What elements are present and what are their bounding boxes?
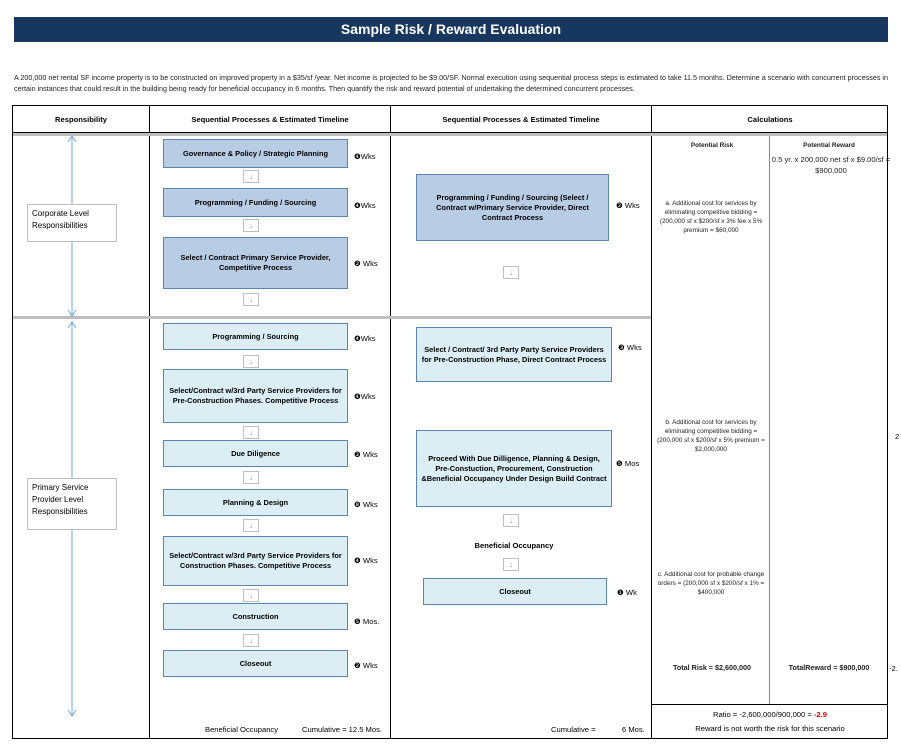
left-step-9: Construction	[163, 603, 348, 630]
right-step-2-duration: ❸ Wks	[618, 343, 642, 352]
down-arrow-icon: ↓	[243, 519, 259, 532]
column-divider	[149, 105, 150, 739]
footer-left-cumulative: Cumulative = 12.5 Mos.	[302, 725, 382, 734]
left-step-6-duration: ❷ Wks	[354, 450, 378, 459]
header-calculations: Calculations	[747, 115, 793, 124]
footer-left-beneficial: Beneficial Occupancy	[205, 725, 279, 734]
footer-right-cumulative: Cumulative =	[551, 725, 596, 734]
left-step-7: Planning & Design	[163, 489, 348, 516]
header-separator	[13, 133, 887, 136]
left-step-4-duration: ❹Wks	[354, 334, 376, 343]
calc-column-divider	[769, 134, 770, 704]
left-step-2: Programming / Funding / Sourcing	[163, 188, 348, 217]
left-step-4: Programming / Sourcing	[163, 323, 348, 350]
down-arrow-icon: ↓	[243, 170, 259, 183]
down-arrow-icon: ↓	[243, 634, 259, 647]
down-arrow-icon: ↓	[503, 266, 519, 279]
right-step-3-duration: ❺ Mos	[616, 459, 640, 468]
total-reward: TotalReward = $900,000	[788, 663, 870, 672]
reward-text: 0.5 yr. x 200,000 net sf x $9.00/sf = $900,000	[771, 155, 891, 175]
ratio-prefix: Ratio = -2,600,000/900,000 =	[712, 710, 814, 719]
right-step-1: Programming / Funding / Sourcing (Select / Contract w/Primary Service Provider, Direct Contract Process	[416, 174, 609, 241]
intro-paragraph: A 200,000 net rental SF income property is to be constructed on improved property in a $35/sf /year. Net income is projected to be $9.00/SF. Normal execution using sequential process steps is estimated to take 11.5 months. Determine a scenario with concurrent processes in certain instances that could result in the building being ready for beneficial occupancy in 6 months. Then quantify the risk and reward potential of undertaking the determined concurrent processes.	[14, 73, 889, 93]
down-arrow-icon: ↓	[243, 471, 259, 484]
left-step-5-duration: ❹Wks	[354, 392, 376, 401]
column-divider	[651, 105, 652, 739]
down-arrow-icon: ↓	[243, 426, 259, 439]
column-divider	[390, 105, 391, 739]
calc-footer-line	[652, 704, 887, 705]
down-arrow-icon: ↓	[243, 355, 259, 368]
down-arrow-icon: ↓	[503, 514, 519, 527]
left-step-10: Closeout	[163, 650, 348, 677]
down-arrow-icon: ↓	[503, 558, 519, 571]
risk-b: b. Additional cost for services by eliminating competitive bidding = (200,000 sf x $200/sf x 5% premium = $2,000,000	[657, 419, 765, 453]
down-arrow-icon: ↓	[243, 589, 259, 602]
left-step-8: Select/Contract w/3rd Party Service Providers for Construction Phases. Competitive Process	[163, 536, 348, 586]
left-step-1: Governance & Policy / Strategic Planning	[163, 139, 348, 168]
left-step-10-duration: ❷ Wks	[354, 661, 378, 670]
section-separator	[13, 316, 651, 319]
left-step-1-duration: ❹Wks	[354, 152, 376, 161]
risk-a: a. Additional cost for services by eliminating competitive bidding = (200,000 sf x $200/sf x 3% fee x 5% premium = $60,000	[659, 200, 763, 234]
risk-header: Potential Risk	[690, 142, 734, 149]
margin-right-2: -2.	[889, 664, 898, 673]
reward-header: Potential Reward	[803, 142, 855, 149]
total-risk: Total Risk = $2,600,000	[673, 663, 751, 672]
page-title: Sample Risk / Reward Evaluation	[14, 17, 888, 42]
header-sequential-right: Sequential Processes & Estimated Timeline	[442, 115, 600, 124]
right-step-4-duration: ❶ Wk	[617, 588, 637, 597]
down-arrow-icon: ↓	[243, 219, 259, 232]
right-beneficial-occupancy: Beneficial Occupancy	[474, 541, 554, 550]
header-responsibility: Responsibility	[55, 115, 107, 124]
left-step-2-duration: ❹Wks	[354, 201, 376, 210]
left-step-3: Select / Contract Primary Service Provider, Competitive Process	[163, 237, 348, 289]
conclusion: Reward is not worth the risk for this scenario	[695, 724, 845, 733]
left-step-7-duration: ❽ Wks	[354, 500, 378, 509]
header-sequential-left: Sequential Processes & Estimated Timeline	[191, 115, 349, 124]
footer-right-value: 6 Mos.	[622, 725, 645, 734]
right-step-3: Proceed With Due Dilligence, Planning & Design, Pre-Constuction, Procurement, Construction &Beneficial Occupancy Under Design Build Contract	[416, 430, 612, 507]
down-arrow-icon: ↓	[243, 293, 259, 306]
left-step-6: Due Diligence	[163, 440, 348, 467]
responsibility-primary: Primary Service Provider Level Responsibilities	[27, 478, 117, 530]
left-step-3-duration: ❷ Wks	[354, 259, 378, 268]
left-step-8-duration: ❹ Wks	[354, 556, 378, 565]
ratio-value: -2.9	[813, 710, 827, 719]
right-step-2: Select / Contract/ 3rd Party Party Service Providers for Pre-Construction Phase, Direct Contract Process	[416, 327, 612, 382]
responsibility-corporate: Corporate Level Responsibilities	[27, 204, 117, 242]
left-step-9-duration: ❺ Mos.	[354, 617, 380, 626]
right-step-1-duration: ❷ Wks	[616, 201, 640, 210]
risk-c: c. Additional cost for probable change orders = (200,000 sf x $200/sf x 1% = $400,000	[657, 571, 765, 596]
left-step-5: Select/Contract w/3rd Party Service Providers for Pre-Construction Phases. Competitive Process	[163, 369, 348, 423]
ratio-line	[652, 710, 888, 719]
margin-right-1: 2	[895, 432, 900, 441]
right-step-4: Closeout	[423, 578, 607, 605]
